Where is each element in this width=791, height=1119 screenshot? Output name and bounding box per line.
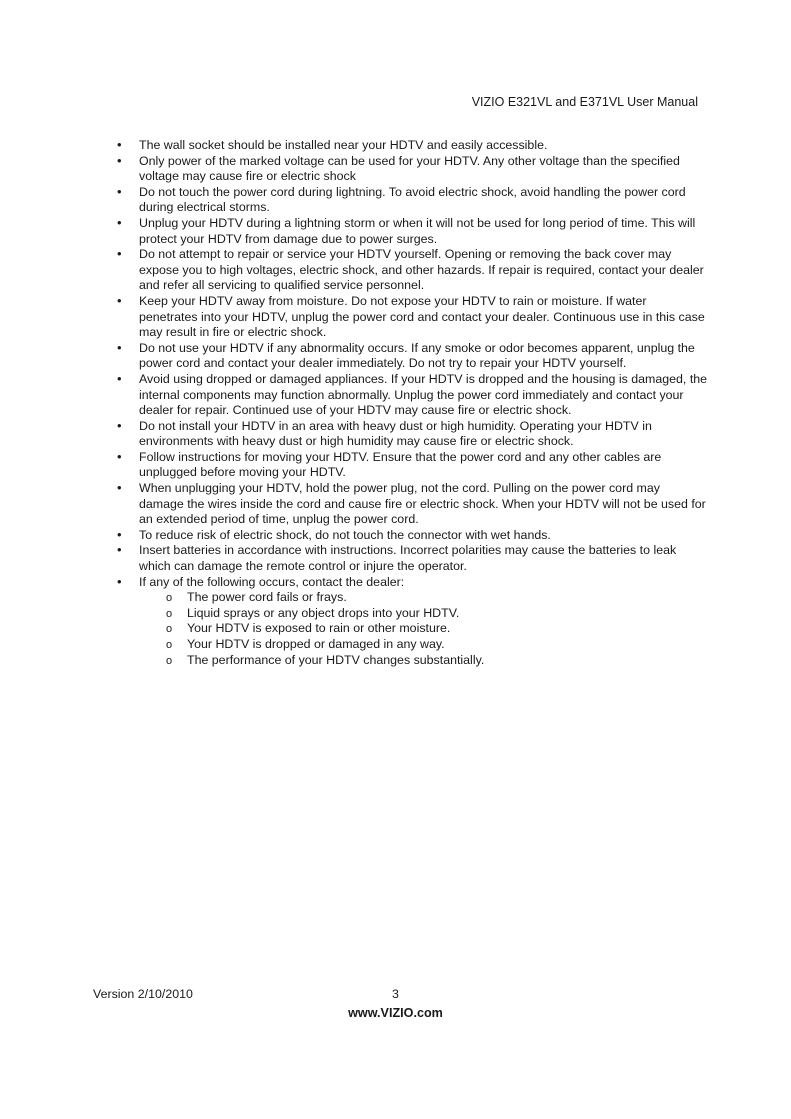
bullet-icon: • [117,246,122,262]
list-item [108,247,708,294]
sub-list-item [139,637,708,653]
sub-list-item [139,653,708,669]
list-item [108,450,708,481]
bullet-icon: • [117,542,122,558]
footer-website: www.VIZIO.com [348,1006,443,1020]
sub-bullet-icon: o [166,607,173,620]
bullet-icon: • [117,526,122,542]
sub-list-item-text: Your HDTV is dropped or damaged in any way. [187,637,445,651]
bullet-icon: • [117,480,122,496]
sub-bullet-icon: o [166,639,173,651]
list-item-text: If any of the following occurs, contact the dealer: [139,574,405,589]
list-item [108,575,708,669]
safety-bullet-list [108,138,708,668]
page-header: VIZIO E321VL and E371VL User Manual [471,95,698,109]
bullet-icon: • [117,152,122,168]
list-item [108,528,708,544]
sub-list-item-text: Your HDTV is exposed to rain or other moisture. [187,621,451,636]
sub-list-item [139,621,708,637]
list-item-text: Do not touch the power cord during lightning. To avoid electric shock, avoid handling the power cord during electrical storms. [139,184,686,215]
list-item [108,372,708,419]
list-item-text: Do not install your HDTV in an area with heavy dust or high humidity. Operating your HDTV in environments with heavy dust or high humidity may cause fire or electric shock. [139,418,652,449]
bullet-icon: • [117,417,122,433]
sub-list-item [139,590,708,606]
bullet-icon: • [117,214,122,230]
footer-page-number: 3 [392,987,399,1001]
list-item [108,419,708,450]
list-item [108,341,708,372]
list-item-text: To reduce risk of electric shock, do not touch the connector with wet hands. [139,527,551,542]
list-item [108,543,708,574]
list-item-text: The wall socket should be installed near your HDTV and easily accessible. [139,138,548,152]
bullet-icon: • [117,448,122,464]
list-item [108,185,708,216]
list-item [108,294,708,341]
list-item-text: Only power of the marked voltage can be used for your HDTV. Any other voltage than the specified voltage may cause fire or electric shock [139,153,680,184]
sub-list-item-text: The power cord fails or frays. [187,590,347,605]
list-item-text: Do not attempt to repair or service your HDTV yourself. Opening or removing the back cover may expose you to high voltages, electric shock, and other hazards. If repair is required, contact your dealer and refer all servicing to qualified service personnel. [139,247,704,293]
list-item [108,216,708,247]
list-item-text: Unplug your HDTV during a lightning storm or when it will not be used for long period of time. This will protect your HDTV from damage due to power surges. [139,215,696,246]
list-item [108,138,708,154]
sub-bullet-icon: o [166,623,173,636]
footer-version: Version 2/10/2010 [93,987,193,1001]
list-item-text: Avoid using dropped or damaged appliances. If your HDTV is dropped and the housing is damaged, the internal components may function abnormally. Unplug the power cord immediately and contact your dealer for repair. Continued use of your HDTV may cause fire or electric shock. [139,371,708,418]
list-item-text: Insert batteries in accordance with instructions. Incorrect polarities may cause the batteries to leak which can damage the remote control or injure the operator. [139,543,677,574]
sub-list-item [139,606,708,622]
bullet-icon: • [117,137,122,152]
bullet-icon: • [117,339,122,355]
sub-list-item-text: Liquid sprays or any object drops into your HDTV. [187,605,460,620]
list-item-text: Follow instructions for moving your HDTV. Ensure that the power cord and any other cables are unplugged before moving your HDTV. [139,449,662,480]
list-item-text: Do not use your HDTV if any abnormality occurs. If any smoke or odor becomes apparent, unplug the power cord and contact your dealer immediately. Do not try to repair your HDTV yourself. [139,340,695,371]
sub-list-item-text: The performance of your HDTV changes substantially. [187,652,485,667]
bullet-icon: • [117,370,122,386]
list-item [108,154,708,185]
contact-dealer-sublist [139,590,708,668]
bullet-icon: • [117,292,122,308]
list-item-text: Keep your HDTV away from moisture. Do not expose your HDTV to rain or moisture. If water penetrates into your HDTV, unplug the power cord and contact your dealer. Continuous use in this case may result in fire or electric shock. [139,293,705,340]
sub-bullet-icon: o [166,592,173,605]
safety-instructions-section [108,138,708,668]
list-item-text: When unplugging your HDTV, hold the power plug, not the cord. Pulling on the power cord may damage the wires inside the cord and cause fire or electric shock. When your HDTV will not be used for an extended period of time, unplug the power cord. [139,481,706,527]
sub-bullet-icon: o [166,654,173,667]
list-item [108,481,708,528]
bullet-icon: • [117,573,122,589]
bullet-icon: • [117,183,122,199]
